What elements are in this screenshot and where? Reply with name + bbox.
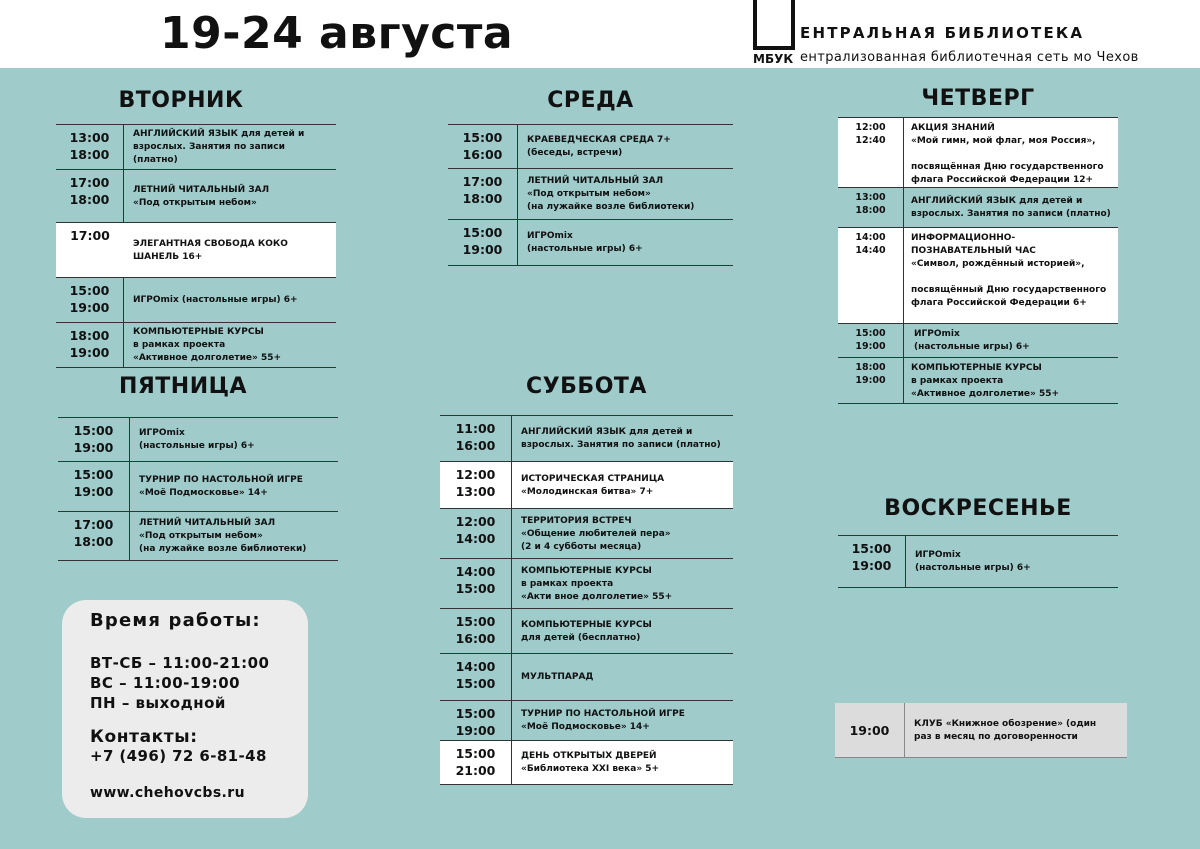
row-time: 12:00 12:40 <box>838 118 904 187</box>
contacts-title: Контакты: <box>90 727 198 747</box>
day-title-friday: ПЯТНИЦА <box>118 374 248 399</box>
row-time: 15:00 19:00 <box>56 278 124 322</box>
schedule-row <box>838 536 1118 588</box>
row-event: КОМПЬЮТЕРНЫЕ КУРСЫ в рамках проекта «Акти вное долголетие» 55+ <box>521 565 673 602</box>
schedule-row <box>838 188 1118 228</box>
row-time: 12:00 13:00 <box>440 462 512 508</box>
row-time: 18:00 19:00 <box>56 323 124 367</box>
row-time: 15:00 16:00 <box>448 125 518 168</box>
row-time: 13:00 18:00 <box>838 188 904 227</box>
schedule-row <box>440 654 733 701</box>
header <box>0 0 1200 68</box>
schedule-friday <box>58 417 338 561</box>
row-event: КОМПЬЮТЕРНЫЕ КУРСЫ для детей (бесплатно) <box>521 619 652 643</box>
schedule-row <box>56 223 336 278</box>
logo-abbreviation: МБУК <box>753 52 794 66</box>
club-event: КЛУБ «Книжное обозрение» (один раз в месяц по договоренности <box>914 718 1097 742</box>
row-event: КОМПЬЮТЕРНЫЕ КУРСЫ в рамках проекта «Активное долголетие» 55+ <box>133 327 282 363</box>
library-subtitle: ентрализованная библиотечная сеть мо Чехов <box>800 50 1139 65</box>
schedule-row <box>56 278 336 323</box>
day-title-thursday: ЧЕТВЕРГ <box>921 86 1035 111</box>
schedule-wednesday <box>448 124 733 266</box>
schedule-row <box>56 170 336 223</box>
library-logo-mark <box>753 0 795 50</box>
row-event: ИГРОmix (настольные игры) 6+ <box>914 329 1030 352</box>
row-event: ЛЕТНИЙ ЧИТАЛЬНЫЙ ЗАЛ «Под открытым небом» (на лужайке возле библиотеки) <box>527 176 695 212</box>
row-event: ЛЕТНИЙ ЧИТАЛЬНЫЙ ЗАЛ «Под открытым небом» (на лужайке возле библиотеки) <box>139 518 307 554</box>
hours-title: Время работы: <box>90 610 261 631</box>
day-title-tuesday: ВТОРНИК <box>118 88 244 113</box>
row-time: 14:00 15:00 <box>440 559 512 608</box>
schedule-row <box>448 169 733 220</box>
club-row <box>835 703 1127 758</box>
schedule-row <box>440 741 733 785</box>
row-event: ИСТОРИЧЕСКАЯ СТРАНИЦА «Молодинская битва» 7+ <box>521 473 665 497</box>
row-event: АКЦИЯ ЗНАНИЙ «Мой гимн, мой флаг, моя Россия», посвящённая Дню государственного флага Российской Федерации 12+ <box>911 123 1104 185</box>
schedule-row <box>448 220 733 266</box>
row-event: ЭЛЕГАНТНАЯ СВОБОДА КОКО ШАНЕЛЬ 16+ <box>133 238 288 262</box>
schedule-tuesday <box>56 124 336 368</box>
day-title-wednesday: СРЕДА <box>547 88 634 113</box>
row-time: 17:00 18:00 <box>56 170 124 222</box>
row-time: 14:00 15:00 <box>440 654 512 700</box>
row-time: 18:00 19:00 <box>838 358 904 403</box>
row-time: 15:00 19:00 <box>58 418 130 461</box>
row-event: ИГРОmix (настольные игры) 6+ <box>133 295 298 305</box>
schedule-row <box>440 416 733 462</box>
schedule-row <box>838 324 1118 358</box>
row-time: 15:00 21:00 <box>440 741 512 784</box>
club-time: 19:00 <box>835 703 905 757</box>
schedule-row <box>440 462 733 509</box>
club-box <box>835 703 1127 758</box>
schedule-thursday <box>838 117 1118 404</box>
row-time: 15:00 19:00 <box>58 462 130 511</box>
phone-number[interactable]: +7 (496) 72 6-81-48 <box>90 747 267 765</box>
day-title-saturday: СУББОТА <box>526 374 647 399</box>
page-title: 19-24 августа <box>160 8 514 59</box>
row-time: 15:00 19:00 <box>448 220 518 265</box>
row-time: 15:00 19:00 <box>838 536 906 587</box>
row-event: ИГРОmix (настольные игры) 6+ <box>139 428 255 451</box>
schedule-row <box>448 125 733 169</box>
row-event: ДЕНЬ ОТКРЫТЫХ ДВЕРЕЙ «Библиотека XXI века» 5+ <box>521 751 660 774</box>
row-time: 15:00 19:00 <box>440 701 512 740</box>
schedule-row <box>838 228 1118 324</box>
website-link[interactable]: www.chehovcbs.ru <box>90 785 245 801</box>
row-event: КОМПЬЮТЕРНЫЕ КУРСЫ в рамках проекта «Активное долголетие» 55+ <box>911 362 1060 399</box>
row-event: АНГЛИЙСКИЙ ЯЗЫК для детей и взрослых. Занятия по записи (платно) <box>521 427 721 450</box>
schedule-row <box>58 512 338 561</box>
row-time: 17:00 18:00 <box>58 512 130 560</box>
working-hours <box>90 653 280 713</box>
schedule-row <box>440 609 733 654</box>
row-event: ТЕРРИТОРИЯ ВСТРЕЧ «Общение любителей пера» (2 и 4 субботы месяца) <box>521 515 671 552</box>
row-event: ТУРНИР ПО НАСТОЛЬНОЙ ИГРЕ «Моё Подмосковье» 14+ <box>521 709 685 732</box>
schedule-row <box>440 559 733 609</box>
row-time: 15:00 19:00 <box>838 324 904 357</box>
schedule-row <box>58 418 338 462</box>
row-time: 12:00 14:00 <box>440 509 512 558</box>
schedule-row <box>440 509 733 559</box>
row-time: 17:00 18:00 <box>448 169 518 219</box>
library-name: ЕНТРАЛЬНАЯ БИБЛИОТЕКА <box>800 24 1085 42</box>
row-event: ЛЕТНИЙ ЧИТАЛЬНЫЙ ЗАЛ «Под открытым небом» <box>133 184 270 208</box>
row-event: ИГРОmix (настольные игры) 6+ <box>915 550 1031 573</box>
hours-line: ВТ-СБ – 11:00-21:00 <box>90 654 270 672</box>
schedule-row <box>440 701 733 741</box>
schedule-row <box>56 125 336 170</box>
row-event: ИНФОРМАЦИОННО- ПОЗНАВАТЕЛЬНЫЙ ЧАС «Символ, рождённый историей», посвящённый Дню государственного флага Российской Федерации 6+ <box>911 233 1107 308</box>
row-event: АНГЛИЙСКИЙ ЯЗЫК для детей и взрослых. Занятия по записи (платно) <box>133 129 305 165</box>
info-card <box>62 600 308 818</box>
hours-line: ПН – выходной <box>90 694 226 712</box>
row-event: АНГЛИЙСКИЙ ЯЗЫК для детей и взрослых. Занятия по записи (платно) <box>911 196 1111 219</box>
schedule-row <box>58 462 338 512</box>
row-time: 15:00 16:00 <box>440 609 512 653</box>
schedule-row <box>838 118 1118 188</box>
row-time: 14:00 14:40 <box>838 228 904 323</box>
row-time: 17:00 <box>70 228 110 243</box>
row-event: МУЛЬТПАРАД <box>521 672 594 682</box>
row-event: КРАЕВЕДЧЕСКАЯ СРЕДА 7+ (беседы, встречи) <box>527 135 671 158</box>
hours-line: ВС – 11:00-19:00 <box>90 674 241 692</box>
row-time: 11:00 16:00 <box>440 416 512 461</box>
schedule-saturday <box>440 415 733 785</box>
schedule-row <box>838 358 1118 404</box>
row-event: ИГРОmix (настольные игры) 6+ <box>527 231 643 254</box>
schedule-row <box>56 323 336 368</box>
row-event: ТУРНИР ПО НАСТОЛЬНОЙ ИГРЕ «Моё Подмосковье» 14+ <box>139 475 303 498</box>
row-time: 13:00 18:00 <box>56 125 124 169</box>
day-title-sunday: ВОСКРЕСЕНЬЕ <box>884 496 1072 521</box>
schedule-sunday <box>838 535 1118 588</box>
